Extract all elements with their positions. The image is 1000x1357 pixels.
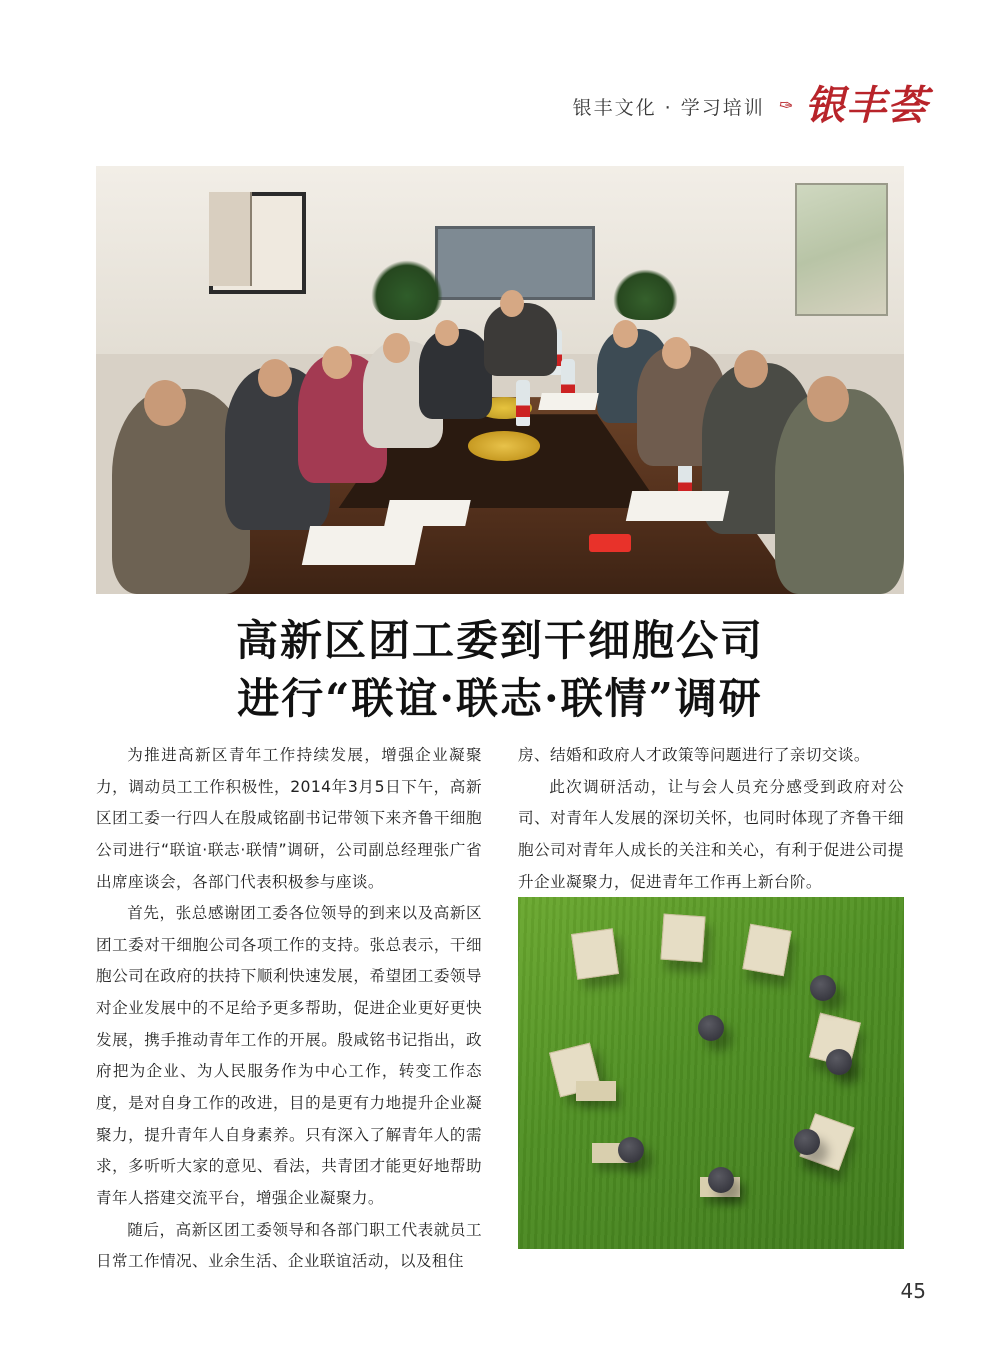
person-head bbox=[613, 320, 638, 348]
person-right-upper bbox=[810, 975, 836, 1001]
person-top bbox=[698, 1015, 724, 1041]
person-head bbox=[807, 376, 849, 422]
document-paper bbox=[626, 491, 729, 521]
paragraph: 此次调研活动，让与会人员充分感受到政府对公司、对青年人发展的深切关怀，也同时体现了齐鲁干细胞公司对青年人成长的关注和关心，有利于促进公司提升企业凝聚力，促进青年工作再上新台阶。 bbox=[518, 777, 904, 891]
chair bbox=[571, 928, 619, 979]
person-head-of-table bbox=[484, 303, 557, 376]
page-number: 45 bbox=[900, 1279, 926, 1303]
chair bbox=[660, 914, 705, 963]
title-line-1: 高新区团工委到干细胞公司 bbox=[235, 616, 764, 665]
paragraph: 随后，高新区团工委领导和各部门职工代表就员工日常工作情况、业余生活、企业联谊活动，以及租住 bbox=[96, 1220, 482, 1271]
pen-icon: ✑ bbox=[777, 95, 795, 116]
plant-icon-left bbox=[371, 260, 444, 320]
person-bottom-left bbox=[618, 1137, 644, 1163]
water-bottle bbox=[516, 380, 530, 426]
person-head bbox=[500, 290, 524, 317]
mobile-phone bbox=[589, 534, 631, 552]
paragraph: 房、结婚和政府人才政策等问题进行了亲切交谈。 bbox=[518, 746, 870, 764]
person-head bbox=[258, 359, 292, 397]
paragraph: 为推进高新区青年工作持续发展，增强企业凝聚力，调动员工工作积极性，2014年3月5日下午，高新区团工委一行四人在殷咸铭副书记带领下来齐鲁干细胞公司进行“联谊·联志·联情”调研，公司副总经理张广省出席座谈会，各部门代表积极参与座谈。 bbox=[96, 746, 482, 891]
publication-logo: 银丰荟 bbox=[805, 82, 928, 129]
article-title bbox=[96, 612, 904, 728]
wall-map bbox=[795, 183, 888, 315]
page-header bbox=[572, 82, 928, 129]
person-bottom-right bbox=[794, 1129, 820, 1155]
person-head bbox=[383, 333, 410, 363]
person-right-lower bbox=[826, 1049, 852, 1075]
person-head bbox=[322, 346, 352, 379]
chair bbox=[742, 924, 791, 977]
person-bottom-center bbox=[708, 1167, 734, 1193]
person-head bbox=[662, 337, 691, 369]
document-paper bbox=[302, 526, 423, 565]
title-line-2: 进行“联谊·联志·联情”调研 bbox=[237, 673, 763, 723]
person-right-4 bbox=[775, 389, 904, 594]
body-column-right bbox=[518, 740, 904, 898]
breadcrumb: 银丰文化 · 学习培训 bbox=[572, 96, 765, 119]
document-paper bbox=[539, 393, 599, 410]
meeting-room-photo bbox=[96, 166, 904, 594]
body-column-left bbox=[96, 740, 482, 1278]
outdoor-activity-photo bbox=[518, 897, 904, 1249]
document-paper bbox=[384, 500, 470, 526]
projection-screen bbox=[435, 226, 595, 300]
wall-frame-inner bbox=[209, 192, 251, 286]
seat-pad bbox=[576, 1081, 616, 1101]
plant-icon-right bbox=[613, 269, 678, 320]
paragraph: 首先，张总感谢团工委各位领导的到来以及高新区团工委对干细胞公司各项工作的支持。张总表示，干细胞公司在政府的扶持下顺利快速发展，希望团工委领导对企业发展中的不足给予更多帮助，促进企业更好更快发展，携手推动青年工作的开展。殷咸铭书记指出，政府把为企业、为人民服务作为中心工作，转变工作态度，是对自身工作的改进，目的是更有力地提升企业凝聚力，提升青年人自身素养。只有深入了解青年人的需求，多听听大家的意见、看法，共青团才能更好地帮助青年人搭建交流平台，增强企业凝聚力。 bbox=[96, 904, 482, 1207]
